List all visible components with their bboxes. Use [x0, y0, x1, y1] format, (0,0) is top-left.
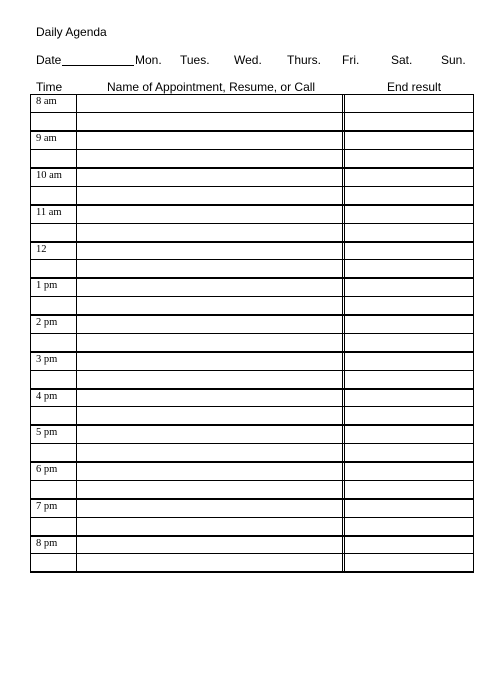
time-slot-blank-row: [31, 407, 474, 425]
time-cell: [31, 444, 77, 462]
end-result-cell[interactable]: [345, 554, 474, 572]
end-result-cell[interactable]: [345, 480, 474, 498]
end-result-cell[interactable]: [345, 113, 474, 131]
end-result-cell[interactable]: [345, 462, 474, 480]
end-result-cell[interactable]: [345, 407, 474, 425]
column-header-result: End result: [387, 80, 442, 94]
time-cell: [31, 186, 77, 204]
appointment-cell[interactable]: [77, 536, 343, 554]
time-slot-row: [31, 499, 474, 517]
time-slot-row: [31, 352, 474, 370]
appointment-cell[interactable]: [77, 370, 343, 388]
appointment-cell[interactable]: [77, 407, 343, 425]
time-cell: [31, 113, 77, 131]
time-cell: 10 am: [31, 168, 77, 186]
time-slot-row: [31, 425, 474, 443]
end-result-cell[interactable]: [345, 333, 474, 351]
time-cell: [31, 370, 77, 388]
time-cell: 3 pm: [31, 352, 77, 370]
end-result-cell[interactable]: [345, 315, 474, 333]
time-slot-blank-row: [31, 260, 474, 278]
agenda-body: [31, 95, 474, 573]
time-cell: [31, 223, 77, 241]
day-sun[interactable]: Sun.: [441, 53, 466, 67]
time-slot-row: [31, 131, 474, 149]
agenda-table: [30, 94, 474, 573]
time-cell: [31, 333, 77, 351]
column-header-name: Name of Appointment, Resume, or Call: [107, 80, 316, 94]
end-result-cell[interactable]: [345, 517, 474, 535]
time-slot-row: [31, 536, 474, 554]
time-slot-blank-row: [31, 297, 474, 315]
end-result-cell[interactable]: [345, 150, 474, 168]
end-result-cell[interactable]: [345, 499, 474, 517]
appointment-cell[interactable]: [77, 389, 343, 407]
page-title: Daily Agenda: [36, 25, 107, 39]
day-thurs[interactable]: Thurs.: [287, 53, 322, 67]
date-label: Date: [36, 53, 62, 67]
appointment-cell[interactable]: [77, 242, 343, 260]
appointment-cell[interactable]: [77, 150, 343, 168]
date-blank-line[interactable]: [62, 65, 134, 66]
time-cell: 4 pm: [31, 389, 77, 407]
day-sat[interactable]: Sat.: [391, 53, 413, 67]
time-slot-blank-row: [31, 480, 474, 498]
appointment-cell[interactable]: [77, 113, 343, 131]
time-slot-blank-row: [31, 517, 474, 535]
time-cell: [31, 554, 77, 572]
end-result-cell[interactable]: [345, 131, 474, 149]
appointment-cell[interactable]: [77, 168, 343, 186]
end-result-cell[interactable]: [345, 444, 474, 462]
appointment-cell[interactable]: [77, 517, 343, 535]
appointment-cell[interactable]: [77, 352, 343, 370]
end-result-cell[interactable]: [345, 425, 474, 443]
appointment-cell[interactable]: [77, 278, 343, 296]
appointment-cell[interactable]: [77, 131, 343, 149]
time-cell: 1 pm: [31, 278, 77, 296]
time-slot-row: [31, 95, 474, 113]
time-cell: [31, 260, 77, 278]
time-slot-row: [31, 389, 474, 407]
time-slot-blank-row: [31, 186, 474, 204]
time-cell: [31, 407, 77, 425]
appointment-cell[interactable]: [77, 297, 343, 315]
time-cell: 11 am: [31, 205, 77, 223]
time-cell: 6 pm: [31, 462, 77, 480]
time-cell: [31, 150, 77, 168]
appointment-cell[interactable]: [77, 95, 343, 113]
time-cell: 12: [31, 242, 77, 260]
day-wed[interactable]: Wed.: [234, 53, 262, 67]
appointment-cell[interactable]: [77, 333, 343, 351]
end-result-cell[interactable]: [345, 352, 474, 370]
time-slot-row: [31, 462, 474, 480]
time-slot-blank-row: [31, 113, 474, 131]
day-mon[interactable]: Mon.: [135, 53, 162, 67]
appointment-cell[interactable]: [77, 444, 343, 462]
appointment-cell[interactable]: [77, 186, 343, 204]
time-slot-blank-row: [31, 333, 474, 351]
appointment-cell[interactable]: [77, 315, 343, 333]
appointment-cell[interactable]: [77, 462, 343, 480]
appointment-cell[interactable]: [77, 425, 343, 443]
day-fri[interactable]: Fri.: [342, 53, 360, 67]
time-slot-blank-row: [31, 150, 474, 168]
column-header-time: Time: [36, 80, 63, 94]
end-result-cell[interactable]: [345, 278, 474, 296]
time-cell: [31, 480, 77, 498]
time-slot-row: [31, 242, 474, 260]
end-result-cell[interactable]: [345, 370, 474, 388]
time-slot-blank-row: [31, 223, 474, 241]
time-slot-row: [31, 168, 474, 186]
time-cell: 9 am: [31, 131, 77, 149]
end-result-cell[interactable]: [345, 95, 474, 113]
appointment-cell[interactable]: [77, 205, 343, 223]
time-cell: 8 am: [31, 95, 77, 113]
time-cell: [31, 297, 77, 315]
end-result-cell[interactable]: [345, 389, 474, 407]
end-result-cell[interactable]: [345, 205, 474, 223]
time-slot-blank-row: [31, 370, 474, 388]
time-cell: 5 pm: [31, 425, 77, 443]
time-cell: 8 pm: [31, 536, 77, 554]
time-cell: 7 pm: [31, 499, 77, 517]
end-result-cell[interactable]: [345, 168, 474, 186]
appointment-cell[interactable]: [77, 499, 343, 517]
time-slot-row: [31, 315, 474, 333]
end-result-cell[interactable]: [345, 242, 474, 260]
end-result-cell[interactable]: [345, 536, 474, 554]
end-result-cell[interactable]: [345, 260, 474, 278]
appointment-cell[interactable]: [77, 554, 343, 572]
appointment-cell[interactable]: [77, 260, 343, 278]
time-cell: 2 pm: [31, 315, 77, 333]
day-tues[interactable]: Tues.: [180, 53, 210, 67]
time-slot-row: [31, 278, 474, 296]
time-slot-blank-row: [31, 444, 474, 462]
time-cell: [31, 517, 77, 535]
appointment-cell[interactable]: [77, 480, 343, 498]
end-result-cell[interactable]: [345, 186, 474, 204]
time-slot-row: [31, 205, 474, 223]
end-result-cell[interactable]: [345, 297, 474, 315]
time-slot-blank-row: [31, 554, 474, 572]
appointment-cell[interactable]: [77, 223, 343, 241]
end-result-cell[interactable]: [345, 223, 474, 241]
